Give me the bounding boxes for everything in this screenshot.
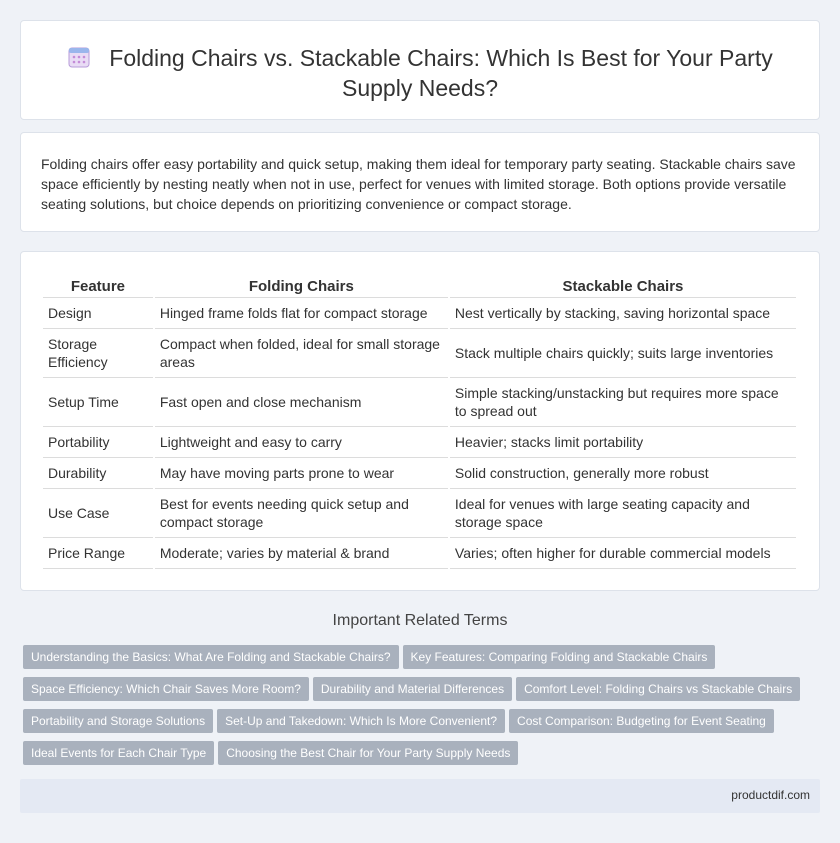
related-term-tag[interactable]: Understanding the Basics: What Are Folding and Stackable Chairs?	[23, 645, 399, 669]
table-row	[43, 298, 796, 329]
related-term-tag[interactable]: Cost Comparison: Budgeting for Event Seating	[509, 709, 774, 733]
tag-row	[23, 677, 813, 709]
folding-cell: Fast open and close mechanism	[155, 378, 448, 427]
table-header-row	[43, 274, 796, 298]
feature-cell: Use Case	[43, 489, 153, 538]
stackable-cell: Solid construction, generally more robust	[450, 458, 796, 489]
table-row	[43, 538, 796, 569]
footer-site-label: productdif.com	[731, 788, 810, 802]
page-title-row	[21, 43, 819, 103]
header-feature: Feature	[43, 274, 153, 298]
feature-cell: Design	[43, 298, 153, 329]
title-card	[20, 20, 820, 120]
stackable-cell: Ideal for venues with large seating capacity and storage space	[450, 489, 796, 538]
related-term-tag[interactable]: Durability and Material Differences	[313, 677, 512, 701]
table-row	[43, 329, 796, 378]
comparison-card	[20, 251, 820, 591]
feature-cell: Durability	[43, 458, 153, 489]
related-term-tag[interactable]: Ideal Events for Each Chair Type	[23, 741, 214, 765]
header-folding-chairs: Folding Chairs	[155, 274, 448, 298]
related-terms-heading: Important Related Terms	[332, 612, 508, 629]
folding-cell: Best for events needing quick setup and compact storage	[155, 489, 448, 538]
folding-cell: Hinged frame folds flat for compact storage	[155, 298, 448, 329]
stackable-cell: Varies; often higher for durable commercial models	[450, 538, 796, 569]
folding-cell: May have moving parts prone to wear	[155, 458, 448, 489]
feature-cell: Portability	[43, 427, 153, 458]
feature-cell: Setup Time	[43, 378, 153, 427]
footer-bar	[20, 779, 820, 813]
related-term-tag[interactable]: Key Features: Comparing Folding and Stackable Chairs	[403, 645, 716, 669]
tag-row	[23, 709, 813, 741]
summary-card	[20, 132, 820, 232]
stackable-cell: Heavier; stacks limit portability	[450, 427, 796, 458]
related-term-tag[interactable]: Comfort Level: Folding Chairs vs Stackable Chairs	[516, 677, 800, 701]
header-stackable-chairs: Stackable Chairs	[450, 274, 796, 298]
related-terms-list	[23, 645, 813, 773]
related-term-tag[interactable]: Space Efficiency: Which Chair Saves More Room?	[23, 677, 309, 701]
stackable-cell: Nest vertically by stacking, saving horizontal space	[450, 298, 796, 329]
table-row	[43, 458, 796, 489]
folding-cell: Moderate; varies by material & brand	[155, 538, 448, 569]
feature-cell: Storage Efficiency	[43, 329, 153, 378]
related-term-tag[interactable]: Choosing the Best Chair for Your Party Supply Needs	[218, 741, 518, 765]
folding-cell: Compact when folded, ideal for small storage areas	[155, 329, 448, 378]
related-term-tag[interactable]: Set-Up and Takedown: Which Is More Convenient?	[217, 709, 505, 733]
comparison-table	[41, 274, 798, 569]
stackable-cell: Stack multiple chairs quickly; suits large inventories	[450, 329, 796, 378]
folding-cell: Lightweight and easy to carry	[155, 427, 448, 458]
table-row	[43, 378, 796, 427]
feature-cell: Price Range	[43, 538, 153, 569]
tag-row	[23, 645, 813, 677]
tag-row	[23, 741, 813, 773]
calendar-icon	[67, 45, 91, 69]
page-title: Folding Chairs vs. Stackable Chairs: Which Is Best for Your Party Supply Needs?	[109, 45, 773, 101]
related-term-tag[interactable]: Portability and Storage Solutions	[23, 709, 213, 733]
summary-text: Folding chairs offer easy portability and quick setup, making them ideal for temporary party seating. Stackable chairs save space efficiently by nesting neatly when not in use, perfect for venues with limited storage. Both options provide versatile seating solutions, but choice depends on prioritizing convenience or compact storage.	[41, 156, 796, 212]
table-row	[43, 489, 796, 538]
table-row	[43, 427, 796, 458]
stackable-cell: Simple stacking/unstacking but requires more space to spread out	[450, 378, 796, 427]
